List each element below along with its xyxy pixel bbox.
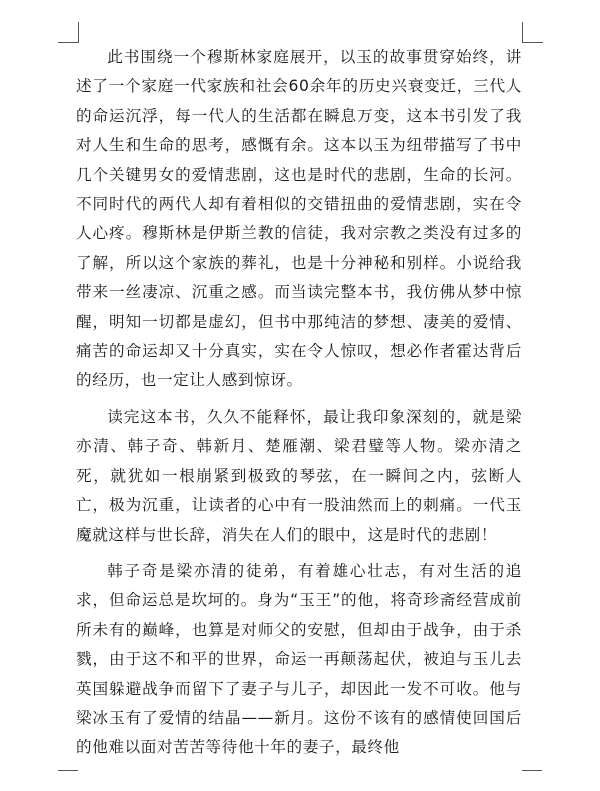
paragraph-1: 此书围绕一个穆斯林家庭展开，以玉的故事贯穿始终，讲述了一个家庭一代家族和社会60余年的历史兴衰变迁，三代人的命运沉浮，每一代人的生活都在瞬息万变，这本书引发了我对人生和生命的思考，感慨有余。这本以玉为纽带描写了书中几个关键男女的爱情悲剧，这也是时代的悲剧，生命的长河。不同时代的两代人却有着相似的交错扭曲的爱情悲剧，实在令人心疼。穆斯林是伊斯兰教的信徒，我对宗教之类没有过多的了解，所以这个家族的葬礼，也是十分神秘和别样。小说给我带来一丝凄凉、沉重之感。而当读完整本书，我仿佛从梦中惊醒，明知一切都是虚幻，但书中那纯洁的梦想、凄美的爱情、痛苦的命运却又十分真实，实在令人惊叹，想必作者霍达背后的经历，也一定让人感到惊讶。 [76, 48, 522, 390]
paragraph-3: 韩子奇是梁亦清的徒弟，有着雄心壮志，有对生活的追求，但命运总是坎坷的。身为“玉王”的他，将奇珍斋经营成前所未有的巅峰，也算是对师父的安慰，但却由于战争，由于杀戮，由于这不和平的世界，命运一再颠荡起伏，被迫与玉儿去英国躲避战争而留下了妻子与儿子，却因此一发不可收。他与梁冰玉有了爱情的结晶——新月。这份不该有的感情使回国后的他难以面对苦苦等待他十年的妻子，最终他 [76, 561, 522, 757]
document-body [76, 43, 522, 763]
crop-mark-top-right [522, 22, 543, 43]
paragraph-2: 读完这本书，久久不能释怀，最让我印象深刻的，就是梁亦清、韩子奇、韩新月、楚雁潮、梁君璧等人物。梁亦清之死，就犹如一根崩紧到极致的琴弦，在一瞬间之内，弦断人亡，极为沉重，让读者的心中有一股油然而上的刺痛。一代玉魔就这样与世长辞，消失在人们的眼中，这是时代的悲剧！ [76, 407, 522, 544]
crop-mark-top-left [58, 22, 79, 43]
